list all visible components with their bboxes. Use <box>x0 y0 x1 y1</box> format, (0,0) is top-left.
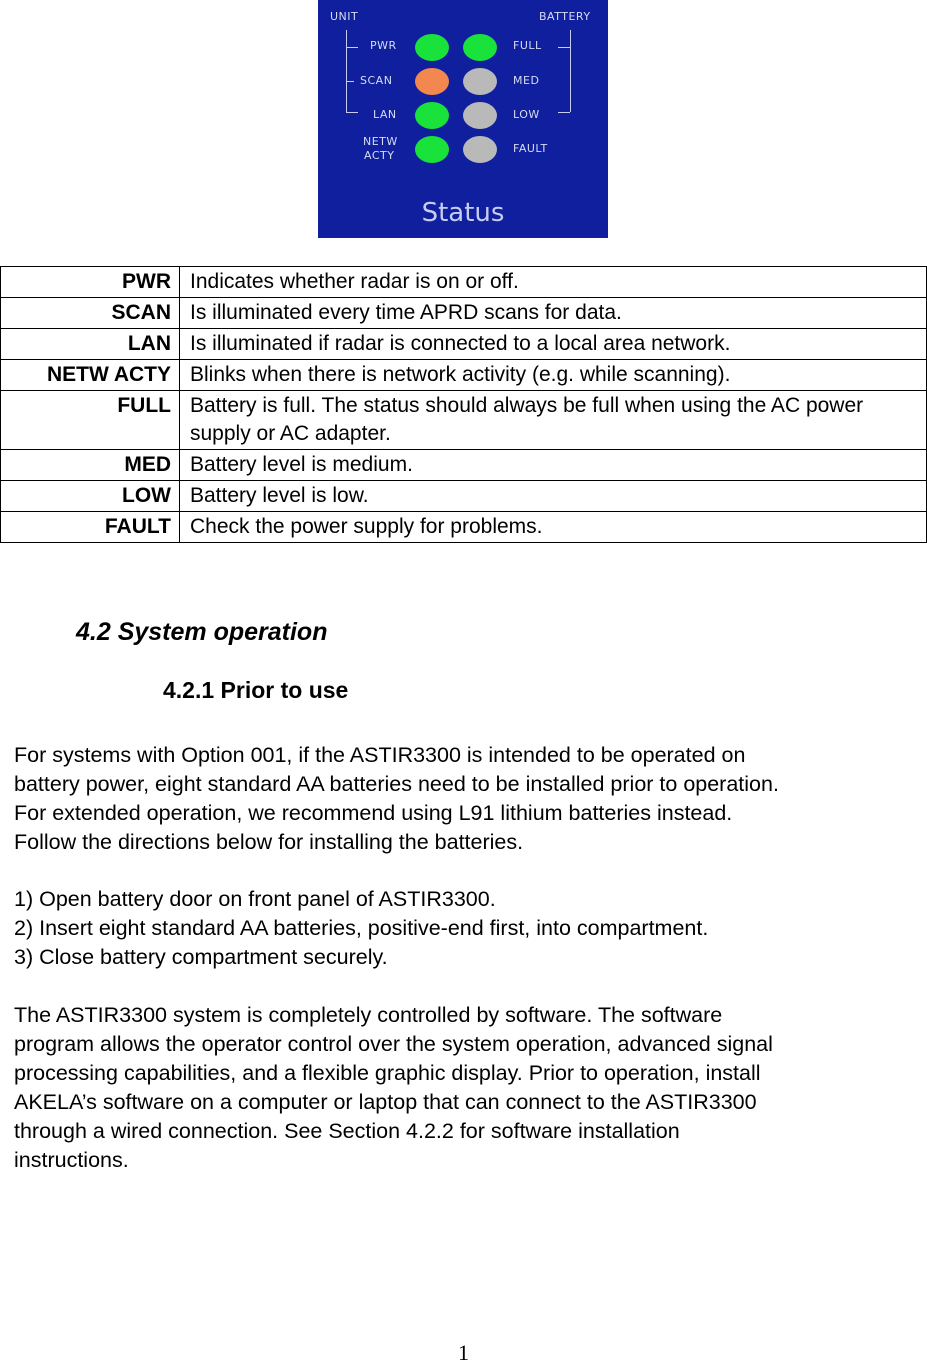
section-heading: 4.2 System operation <box>76 618 328 646</box>
fault-label: FAULT <box>513 142 548 155</box>
table-row <box>1 329 927 360</box>
step-item: 2) Insert eight standard AA batteries, positive-end first, into compartment. <box>14 916 709 940</box>
paragraph-line: processing capabilities, and a flexible graphic display. Prior to operation, install <box>14 1061 761 1085</box>
full-label: FULL <box>513 39 542 52</box>
med-label: MED <box>513 74 540 87</box>
table-desc: Battery level is low. <box>180 481 927 512</box>
table-key: SCAN <box>1 298 180 329</box>
low-led-gray <box>463 102 497 129</box>
pwr-led-green <box>415 34 449 61</box>
step-item: 3) Close battery compartment securely. <box>14 945 388 969</box>
battery-bracket-line <box>570 30 571 112</box>
fault-led-gray <box>463 136 497 163</box>
table-desc: Check the power supply for problems. <box>180 512 927 543</box>
steps-list <box>14 885 919 972</box>
table-key: PWR <box>1 267 180 298</box>
software-paragraph <box>14 1001 919 1175</box>
unit-header: UNIT <box>330 10 359 23</box>
battery-header: BATTERY <box>539 10 591 23</box>
paragraph-line: AKELA’s software on a computer or laptop that can connect to the ASTIR3300 <box>14 1090 757 1114</box>
subsection-heading: 4.2.1 Prior to use <box>163 677 349 703</box>
battery-bracket-tick <box>558 112 570 113</box>
intro-paragraph <box>14 741 919 857</box>
step-item: 1) Open battery door on front panel of ASTIR3300. <box>14 887 496 911</box>
scan-led-orange <box>415 68 449 95</box>
unit-bracket-tick <box>346 81 354 82</box>
paragraph-line: The ASTIR3300 system is completely controlled by software. The software <box>14 1003 723 1027</box>
table-row <box>1 512 927 543</box>
scan-label: SCAN <box>360 74 393 87</box>
paragraph-line: battery power, eight standard AA batteries need to be installed prior to operation. <box>14 772 779 796</box>
unit-bracket-tick <box>346 112 358 113</box>
panel-title: Status <box>421 198 505 228</box>
table-row <box>1 360 927 391</box>
table-row <box>1 391 927 450</box>
paragraph-line: For extended operation, we recommend using L91 lithium batteries instead. <box>14 801 733 825</box>
paragraph-line: through a wired connection. See Section 4.2.2 for software installation <box>14 1119 680 1143</box>
acty-label: ACTY <box>364 149 395 162</box>
table-desc: Battery is full. The status should always be full when using the AC power supply or AC adapter. <box>180 391 927 450</box>
table-desc: Is illuminated every time APRD scans for data. <box>180 298 927 329</box>
table-row <box>1 267 927 298</box>
table-desc: Indicates whether radar is on or off. <box>180 267 927 298</box>
table-key: FULL <box>1 391 180 450</box>
status-table <box>0 266 927 543</box>
table-key: FAULT <box>1 512 180 543</box>
netw-label: NETW <box>363 135 398 148</box>
pwr-label: PWR <box>370 39 397 52</box>
paragraph-line: For systems with Option 001, if the ASTIR3300 is intended to be operated on <box>14 743 746 767</box>
netw-acty-led-green <box>415 136 449 163</box>
table-key: NETW ACTY <box>1 360 180 391</box>
lan-label: LAN <box>373 108 397 121</box>
table-row <box>1 481 927 512</box>
battery-bracket-tick <box>558 47 570 48</box>
table-desc: Battery level is medium. <box>180 450 927 481</box>
paragraph-line: instructions. <box>14 1148 129 1172</box>
table-key: LOW <box>1 481 180 512</box>
low-label: LOW <box>513 108 540 121</box>
paragraph-line: Follow the directions below for installing the batteries. <box>14 830 524 854</box>
full-led-green <box>463 34 497 61</box>
unit-bracket-tick <box>346 47 358 48</box>
lan-led-green <box>415 102 449 129</box>
table-key: LAN <box>1 329 180 360</box>
table-desc: Blinks when there is network activity (e.g. while scanning). <box>180 360 927 391</box>
unit-bracket-line <box>346 30 347 112</box>
table-row <box>1 450 927 481</box>
table-key: MED <box>1 450 180 481</box>
table-desc: Is illuminated if radar is connected to a local area network. <box>180 329 927 360</box>
med-led-gray <box>463 68 497 95</box>
table-row <box>1 298 927 329</box>
status-panel-image <box>318 0 608 238</box>
paragraph-line: program allows the operator control over the system operation, advanced signal <box>14 1032 773 1056</box>
page-number: 1 <box>458 1340 469 1365</box>
